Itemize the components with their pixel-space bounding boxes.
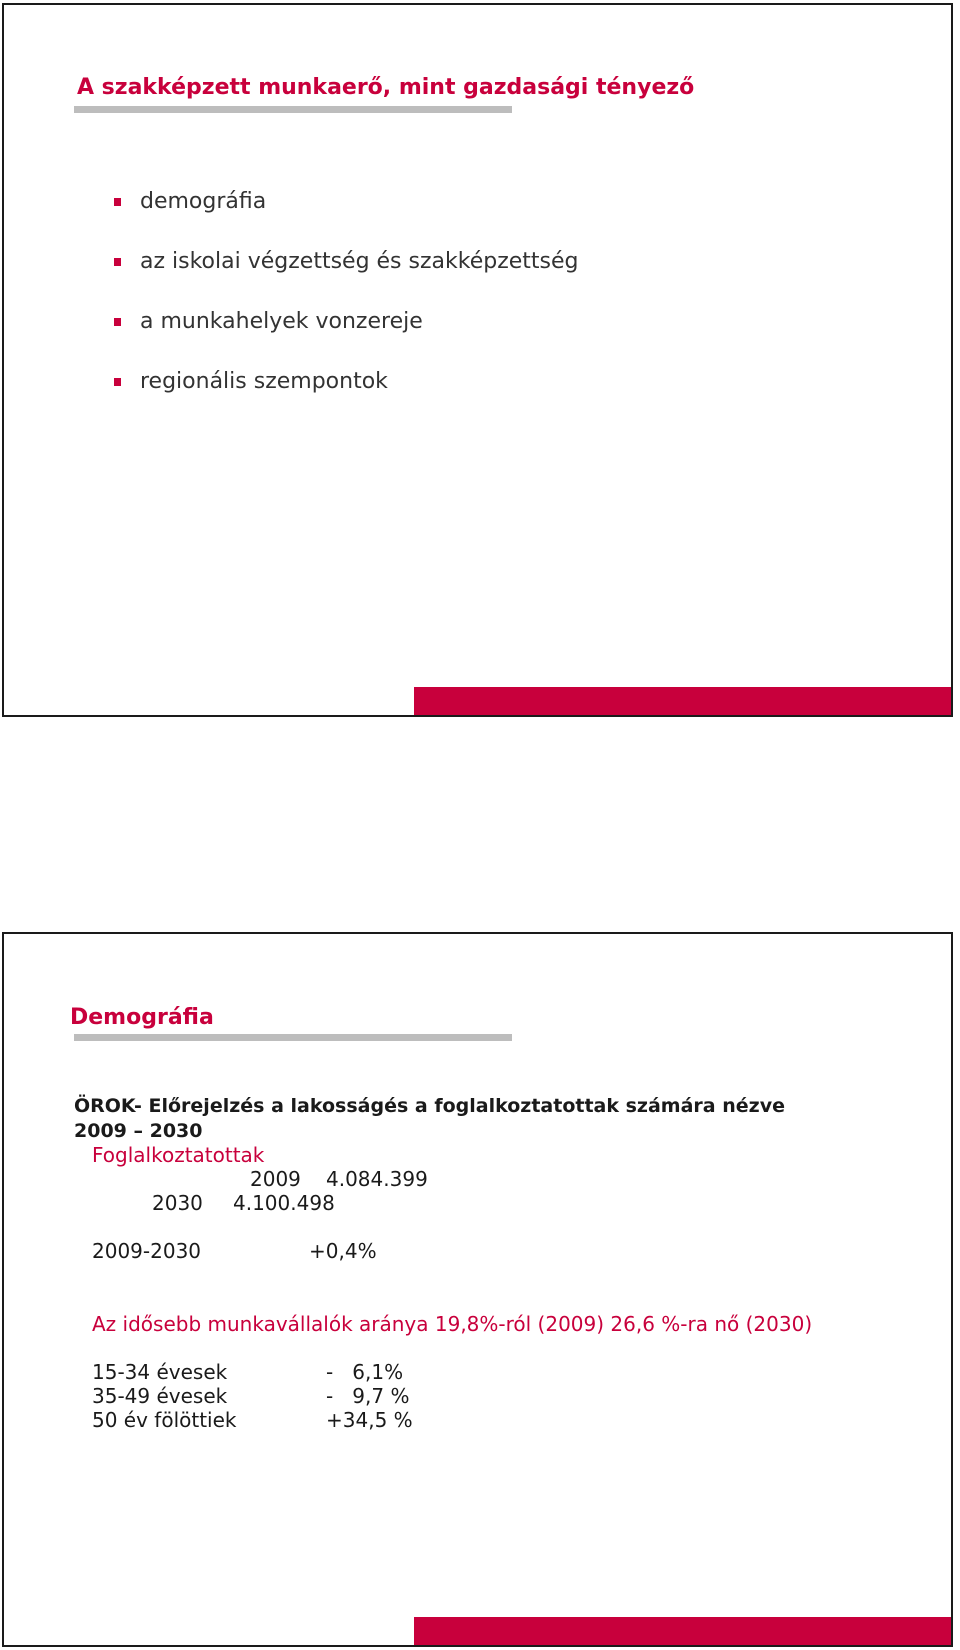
age-group-value: - 6,1%	[326, 1360, 404, 1384]
employed-label: Foglalkoztatottak	[92, 1143, 265, 1167]
bullet-icon	[114, 198, 121, 206]
bullet-text: regionális szempontok	[140, 369, 388, 394]
bullet-icon	[114, 378, 121, 386]
bullet-icon	[114, 318, 121, 326]
title-underline	[74, 106, 512, 113]
age-group-value: - 9,7 %	[326, 1384, 410, 1408]
year-2030: 2030	[152, 1191, 203, 1215]
bullet-item	[112, 369, 579, 429]
bullet-item	[112, 189, 579, 249]
slide-title: A szakképzett munkaerő, mint gazdasági tényező	[77, 75, 695, 100]
value-2009: 4.084.399	[326, 1167, 428, 1191]
forecast-period-heading: 2009 – 2030	[74, 1120, 203, 1142]
title-underline	[74, 1034, 512, 1041]
age-group-label: 15-34 évesek	[92, 1360, 228, 1384]
footer-accent-bar	[414, 687, 951, 715]
slide-2	[2, 932, 953, 1647]
bullet-list	[112, 189, 579, 429]
value-2030: 4.100.498	[233, 1191, 335, 1215]
slide-title: Demográfia	[70, 1005, 214, 1030]
forecast-heading: ÖROK- Előrejelzés a lakosságés a foglalkoztatottak számára nézve	[74, 1095, 785, 1117]
slide-1	[2, 3, 953, 717]
change-value: +0,4%	[309, 1239, 377, 1263]
bullet-text: az iskolai végzettség és szakképzettség	[140, 249, 579, 274]
age-group-label: 50 év fölöttiek	[92, 1408, 237, 1432]
age-group-value: +34,5 %	[326, 1408, 413, 1432]
older-workers-share: Az idősebb munkavállalók aránya 19,8%-ról (2009) 26,6 %-ra nő (2030)	[92, 1312, 813, 1336]
age-group-label: 35-49 évesek	[92, 1384, 228, 1408]
bullet-item	[112, 249, 579, 309]
change-period: 2009-2030	[92, 1239, 202, 1263]
bullet-icon	[114, 258, 121, 266]
bullet-text: a munkahelyek vonzereje	[140, 309, 423, 334]
bullet-text: demográfia	[140, 189, 267, 214]
bullet-item	[112, 309, 579, 369]
footer-accent-bar	[414, 1617, 951, 1645]
year-2009: 2009	[250, 1167, 301, 1191]
